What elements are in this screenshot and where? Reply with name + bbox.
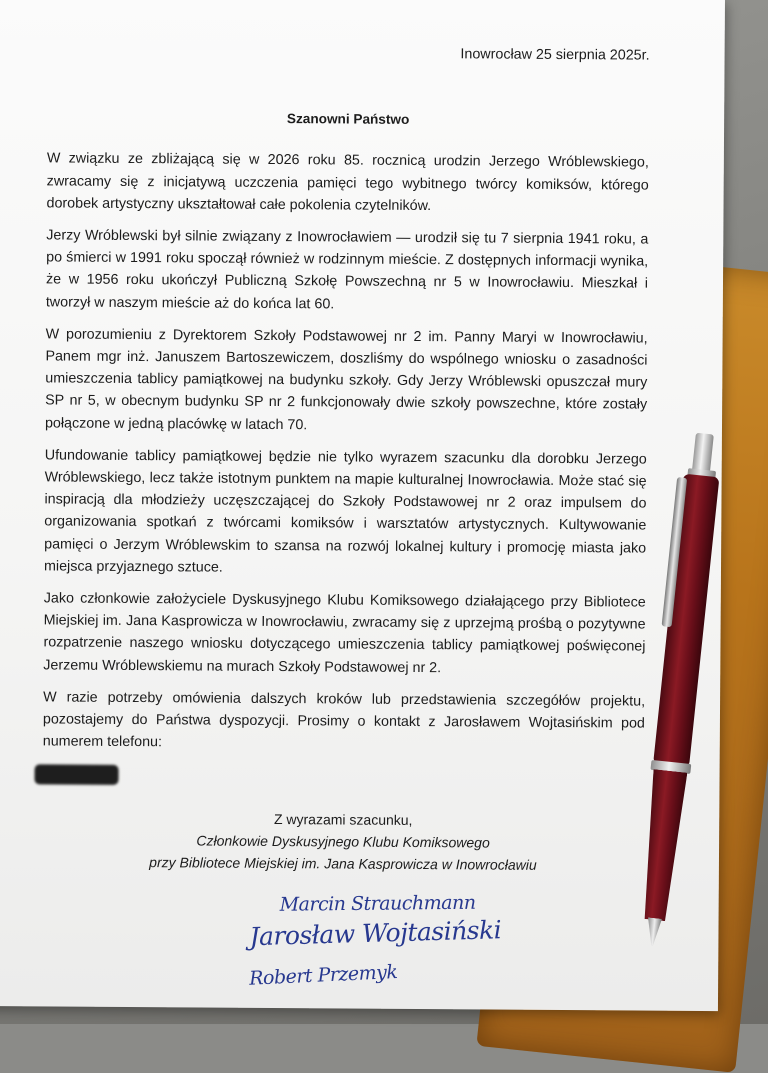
- pen-button: [692, 433, 714, 473]
- closing-club-name: Członkowie Dyskusyjnego Klubu Komiksowego: [196, 832, 490, 851]
- pen-tip: [645, 917, 662, 946]
- paragraph-anniversary: W związku ze zbliżającą się w 2026 roku 85. rocznicą urodzin Jerzego Wróblewskiego, zwracamy się z inicjatywą uczczenia pamięci tego wybitnego twórcy komiksów, którego dorobek artystyczny ukształtował całe pokolenia czytelników.: [46, 150, 649, 214]
- letter-date: Inowrocław 25 sierpnia 2025r.: [460, 46, 650, 64]
- closing-library-name: przy Bibliotece Miejskiej im. Jana Kasprowicza w Inowrocławiu: [149, 853, 537, 873]
- signature-block: [41, 890, 644, 1004]
- redacted-phone-number: 505 319 422: [34, 765, 118, 786]
- letter-closing: [42, 806, 644, 876]
- paragraph-school-agreement: W porozumieniu z Dyrektorem Szkoły Podstawowej nr 2 im. Panny Maryi w Inowrocławiu, Panem mgr inż. Januszem Bartoszewiczem, doszliśmy do wspólnego wniosku o zasadności umieszczenia tablicy pamiątkowej na budynku szkoły. Gdy Jerzy Wróblewski opuszczał mury SP nr 5, w obecnym budynku SP nr 2 funkcjonowały dwie szkoły powszechne, które zostały połączone w jedną placówkę w latach 70.: [44, 326, 648, 433]
- closing-greeting: Z wyrazami szacunku,: [273, 810, 413, 828]
- letter-content: [41, 34, 650, 1004]
- signature-3: Robert Przemyk: [248, 960, 398, 990]
- letter-salutation: Szanowni Państwo: [286, 111, 410, 128]
- paragraph-plaque-significance: Ufundowanie tablicy pamiątkowej będzie nie tylko wyrazem szacunku dla dorobku Jerzego Wróblewskiego, lecz także istotnym punktem na mapie kulturalnej Inowrocławia. Może stać się inspiracją dla młodzieży uczęszczającej do Szkoły Podstawowej nr 2 oraz impulsem do organizowania spotkań z twórcami komiksów i warsztatów artystycznych. Kultywowanie pamięci o Jerzym Wróblewskim to szansa na rozwój lokalnej kultury i promocję miasta jako miejsca przyjaznego sztuce.: [43, 447, 647, 576]
- signature-1: Marcin Strauchmann: [279, 891, 476, 916]
- paragraph-request: Jako członkowie założyciele Dyskusyjnego Klubu Komiksowego działającego przy Bibliotece Miejskiej im. Jana Kasprowicza w Inowrocławiu, zwracamy się z uprzejmą prośbą o pozytywne rozpatrzenie naszego wniosku dotyczącego umieszczenia tablicy pamiątkowej poświęconej Jerzemu Wróblewskiemu na murach Szkoły Podstawowej nr 2.: [43, 590, 646, 676]
- paragraph-biography: Jerzy Wróblewski był silnie związany z Inowrocławiem — urodził się tu 7 sierpnia 1941 roku, a po śmierci w 1991 roku spoczął również w rodzinnym mieście. Z dostępnych informacji wynika, że w 1956 roku ukończył Publiczną Szkołę Powszechną nr 5 w Inowrocławiu. Mieszkał i tworzył w naszym mieście aż do końca lat 60.: [45, 227, 649, 313]
- paragraph-contact: W razie potrzeby omówienia dalszych kroków lub przedstawienia szczegółów projektu, pozostajemy do Państwa dyspozycji. Prosimy o kontakt z Jarosławem Wojtasińskim pod numerem telefonu:: [42, 689, 646, 751]
- signature-2: Jarosław Wojtasiński: [249, 914, 502, 951]
